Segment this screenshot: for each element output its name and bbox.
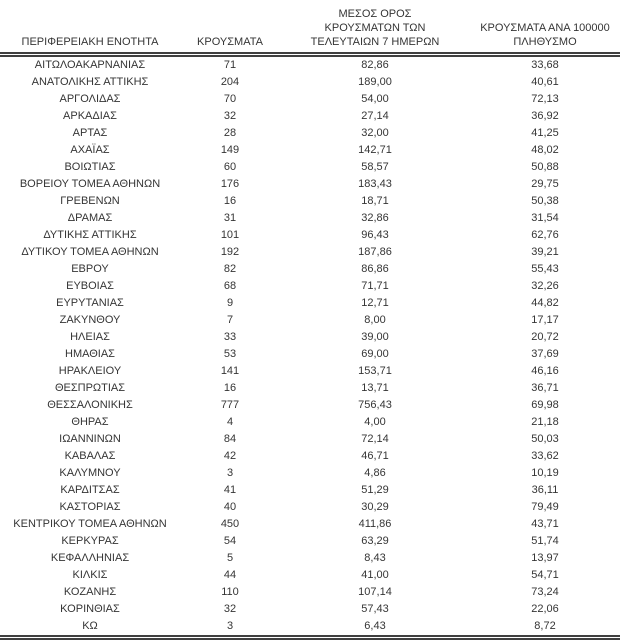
avg7-cell: 46,71 — [361, 450, 389, 462]
cases-cell: 3 — [180, 618, 280, 638]
region-cell: ΑΙΤΩΛΟΑΚΑΡΝΑΝΙΑΣ — [34, 59, 146, 71]
cases-cell: 3 — [226, 467, 234, 479]
cases-cell: 31 — [223, 212, 237, 224]
col-header-region — [0, 2, 180, 55]
avg7-cell: 63,29 — [361, 535, 389, 547]
cases-cell: 41 — [223, 484, 237, 496]
table-row — [0, 363, 620, 380]
cases-cell: 68 — [223, 280, 237, 292]
cases-cell: 42 — [223, 450, 237, 462]
cases-cell: 204 — [220, 76, 240, 88]
col-header-per100k-line2: ΠΛΗΘΥΣΜΟ — [513, 36, 577, 48]
per100k-cell: 50,38 — [531, 195, 559, 207]
table-row — [0, 465, 620, 482]
cases-cell: 192 — [220, 246, 240, 258]
table-row — [0, 516, 620, 533]
avg7-cell: 39,00 — [361, 331, 389, 343]
region-cell: ΕΥΡΥΤΑΝΙΑΣ — [56, 297, 124, 309]
region-cell: ΑΡΚΑΔΙΑΣ — [63, 110, 117, 122]
table-row — [0, 210, 620, 227]
avg7-cell: 411,86 — [358, 518, 392, 530]
region-cell: ΑΡΓΟΛΙΔΑΣ — [59, 93, 121, 105]
region-cell: ΚΑΒΑΛΑΣ — [64, 450, 116, 462]
region-cell: ΚΕΦΑΛΛΗΝΙΑΣ — [50, 552, 130, 564]
table-row — [0, 618, 620, 638]
avg7-cell: 4,86 — [364, 467, 386, 479]
cases-cell: 16 — [223, 382, 237, 394]
per100k-cell: 62,76 — [531, 229, 559, 241]
avg7-cell: 142,71 — [358, 144, 392, 156]
avg7-cell: 96,43 — [361, 229, 389, 241]
per100k-cell: 48,02 — [531, 144, 559, 156]
col-header-avg7-line3: ΤΕΛΕΥΤΑΙΩΝ 7 ΗΜΕΡΩΝ — [310, 36, 440, 48]
region-cell: ΘΗΡΑΣ — [71, 416, 109, 428]
avg7-cell: 69,00 — [361, 348, 389, 360]
cases-cell: 54 — [223, 535, 237, 547]
region-cell: ΑΝΑΤΟΛΙΚΗΣ ΑΤΤΙΚΗΣ — [31, 76, 149, 88]
cases-cell: 60 — [223, 161, 237, 173]
cases-cell: 71 — [223, 59, 237, 71]
per100k-cell: 13,97 — [531, 552, 559, 564]
per100k-cell: 37,69 — [531, 348, 559, 360]
region-cell: ΚΑΛΥΜΝΟΥ — [59, 467, 121, 479]
avg7-cell: 71,71 — [361, 280, 389, 292]
region-cell: ΘΕΣΠΡΩΤΙΑΣ — [54, 382, 126, 394]
cases-cell: 32 — [223, 603, 237, 615]
cases-cell: 53 — [223, 348, 237, 360]
table-header — [0, 2, 620, 55]
per100k-cell: 33,62 — [531, 450, 559, 462]
cases-cell: 5 — [226, 552, 234, 564]
region-cell: ΓΡΕΒΕΝΩΝ — [60, 195, 120, 207]
table-row — [0, 346, 620, 363]
per100k-cell: 46,16 — [531, 365, 559, 377]
per100k-cell: 55,43 — [531, 263, 559, 275]
table-row — [0, 329, 620, 346]
cases-cell: 9 — [226, 297, 234, 309]
avg7-cell: 58,57 — [361, 161, 389, 173]
cases-cell: 28 — [223, 127, 237, 139]
per100k-cell: 31,54 — [531, 212, 559, 224]
region-cell: ΘΕΣΣΑΛΟΝΙΚΗΣ — [47, 399, 133, 411]
table-row — [0, 91, 620, 108]
col-header-avg7 — [280, 2, 470, 55]
avg7-cell: 30,29 — [361, 501, 389, 513]
avg7-cell: 18,71 — [361, 195, 389, 207]
per100k-cell: 39,21 — [531, 246, 559, 258]
table-row — [0, 482, 620, 499]
avg7-cell: 86,86 — [361, 263, 389, 275]
table-row — [0, 261, 620, 278]
table-row — [0, 244, 620, 261]
per100k-cell: 36,11 — [531, 484, 559, 496]
region-cell: ΗΛΕΙΑΣ — [70, 331, 110, 343]
table-row — [0, 431, 620, 448]
per100k-cell: 36,71 — [531, 382, 559, 394]
table-row — [0, 193, 620, 210]
covid-cases-by-region-table — [0, 2, 620, 640]
region-cell: ΚΑΣΤΟΡΙΑΣ — [59, 501, 121, 513]
table-row — [0, 499, 620, 516]
region-cell: ΒΟΙΩΤΙΑΣ — [64, 161, 116, 173]
table-row — [0, 295, 620, 312]
table-row — [0, 108, 620, 125]
avg7-cell: 4,00 — [364, 416, 386, 428]
avg7-cell: 187,86 — [358, 246, 392, 258]
cases-cell: 44 — [223, 569, 237, 581]
region-cell: ΒΟΡΕΙΟΥ ΤΟΜΕΑ ΑΘΗΝΩΝ — [19, 178, 161, 190]
region-cell: ΗΡΑΚΛΕΙΟΥ — [58, 365, 122, 377]
cases-cell: 16 — [223, 195, 237, 207]
cases-cell: 450 — [220, 518, 240, 530]
region-cell: ΕΥΒΟΙΑΣ — [66, 280, 114, 292]
cases-cell: 70 — [223, 93, 237, 105]
col-header-cases — [180, 2, 280, 55]
per100k-cell: 50,03 — [531, 433, 559, 445]
region-cell: ΚΟΡΙΝΘΙΑΣ — [60, 603, 120, 615]
per100k-cell: 8,72 — [470, 618, 620, 638]
cases-cell: 101 — [220, 229, 240, 241]
per100k-cell: 44,82 — [531, 297, 559, 309]
table-row — [0, 125, 620, 142]
per100k-cell: 54,71 — [531, 569, 559, 581]
per100k-cell: 73,24 — [531, 586, 559, 598]
region-cell: ΚΕΝΤΡΙΚΟΥ ΤΟΜΕΑ ΑΘΗΝΩΝ — [13, 518, 167, 530]
region-cell: ΚΟΖΑΝΗΣ — [63, 586, 117, 598]
table-row — [0, 55, 620, 75]
header-row — [0, 2, 620, 55]
per100k-cell: 17,17 — [531, 314, 559, 326]
table-row — [0, 74, 620, 91]
region-cell: ΚΑΡΔΙΤΣΑΣ — [60, 484, 120, 496]
avg7-cell: 12,71 — [361, 297, 389, 309]
col-header-region-label: ΠΕΡΙΦΕΡΕΙΑΚΗ ΕΝΟΤΗΤΑ — [21, 36, 159, 48]
cases-cell: 82 — [223, 263, 237, 275]
region-cell: ΑΡΤΑΣ — [72, 127, 108, 139]
avg7-cell: 54,00 — [361, 93, 389, 105]
per100k-cell: 33,68 — [531, 59, 559, 71]
per100k-cell: 36,92 — [531, 110, 559, 122]
region-cell: ΚΕΡΚΥΡΑΣ — [61, 535, 119, 547]
col-header-per100k — [470, 2, 620, 55]
table-row — [0, 533, 620, 550]
table-row — [0, 159, 620, 176]
avg7-cell: 82,86 — [361, 59, 389, 71]
col-header-avg7-line1: ΜΕΣΟΣ ΟΡΟΣ — [338, 8, 412, 20]
table-row — [0, 176, 620, 193]
avg7-cell: 51,29 — [361, 484, 389, 496]
avg7-cell: 41,00 — [361, 569, 389, 581]
cases-cell: 32 — [223, 110, 237, 122]
table-row — [0, 142, 620, 159]
cases-cell: 33 — [223, 331, 237, 343]
per100k-cell: 32,26 — [531, 280, 559, 292]
avg7-cell: 32,86 — [361, 212, 389, 224]
avg7-cell: 72,14 — [361, 433, 389, 445]
avg7-cell: 27,14 — [361, 110, 389, 122]
cases-cell: 176 — [220, 178, 240, 190]
avg7-cell: 6,43 — [280, 618, 470, 638]
cases-cell: 141 — [220, 365, 240, 377]
per100k-cell: 69,98 — [531, 399, 559, 411]
region-cell: ΔΡΑΜΑΣ — [67, 212, 113, 224]
avg7-cell: 8,43 — [364, 552, 386, 564]
per100k-cell: 21,18 — [531, 416, 559, 428]
cases-cell: 7 — [226, 314, 234, 326]
per100k-cell: 10,19 — [531, 467, 559, 479]
region-cell: ΔΥΤΙΚΟΥ ΤΟΜΕΑ ΑΘΗΝΩΝ — [21, 246, 159, 258]
table-row — [0, 414, 620, 431]
cases-cell: 4 — [226, 416, 234, 428]
cases-cell: 777 — [220, 399, 240, 411]
per100k-cell: 41,25 — [531, 127, 559, 139]
cases-cell: 84 — [223, 433, 237, 445]
table-row — [0, 278, 620, 295]
table-row — [0, 584, 620, 601]
per100k-cell: 40,61 — [531, 76, 559, 88]
region-cell: ΗΜΑΘΙΑΣ — [65, 348, 115, 360]
per100k-cell: 51,74 — [531, 535, 559, 547]
avg7-cell: 8,00 — [364, 314, 386, 326]
per100k-cell: 29,75 — [531, 178, 559, 190]
avg7-cell: 57,43 — [361, 603, 389, 615]
region-cell: ΔΥΤΙΚΗΣ ΑΤΤΙΚΗΣ — [43, 229, 137, 241]
col-header-per100k-line1: ΚΡΟΥΣΜΑΤΑ ΑΝΑ 100000 — [480, 22, 610, 34]
avg7-cell: 13,71 — [361, 382, 389, 394]
col-header-cases-label: ΚΡΟΥΣΜΑΤΑ — [197, 36, 263, 48]
per100k-cell: 72,13 — [531, 93, 559, 105]
avg7-cell: 756,43 — [358, 399, 392, 411]
avg7-cell: 153,71 — [358, 365, 392, 377]
table-row — [0, 312, 620, 329]
region-cell: ΙΩΑΝΝΙΝΩΝ — [59, 433, 121, 445]
avg7-cell: 183,43 — [358, 178, 392, 190]
avg7-cell: 107,14 — [358, 586, 392, 598]
cases-cell: 149 — [220, 144, 240, 156]
per100k-cell: 50,88 — [531, 161, 559, 173]
region-cell: ΖΑΚΥΝΘΟΥ — [59, 314, 121, 326]
region-cell: ΕΒΡΟΥ — [71, 263, 109, 275]
table-row — [0, 397, 620, 414]
table-row — [0, 550, 620, 567]
region-cell: ΑΧΑΪΑΣ — [70, 144, 110, 156]
per100k-cell: 20,72 — [531, 331, 559, 343]
region-cell: ΚΙΛΚΙΣ — [72, 569, 108, 581]
region-cell: ΚΩ — [0, 618, 180, 638]
avg7-cell: 32,00 — [361, 127, 389, 139]
col-header-avg7-line2: ΚΡΟΥΣΜΑΤΩΝ ΤΩΝ — [324, 22, 426, 34]
table-row — [0, 567, 620, 584]
table-row — [0, 448, 620, 465]
table-row — [0, 227, 620, 244]
cases-cell: 110 — [221, 586, 239, 598]
per100k-cell: 43,71 — [531, 518, 559, 530]
avg7-cell: 189,00 — [358, 76, 392, 88]
table-row — [0, 380, 620, 397]
table-body — [0, 55, 620, 638]
cases-cell: 40 — [223, 501, 237, 513]
table-row — [0, 601, 620, 618]
per100k-cell: 22,06 — [531, 603, 559, 615]
per100k-cell: 79,49 — [531, 501, 559, 513]
